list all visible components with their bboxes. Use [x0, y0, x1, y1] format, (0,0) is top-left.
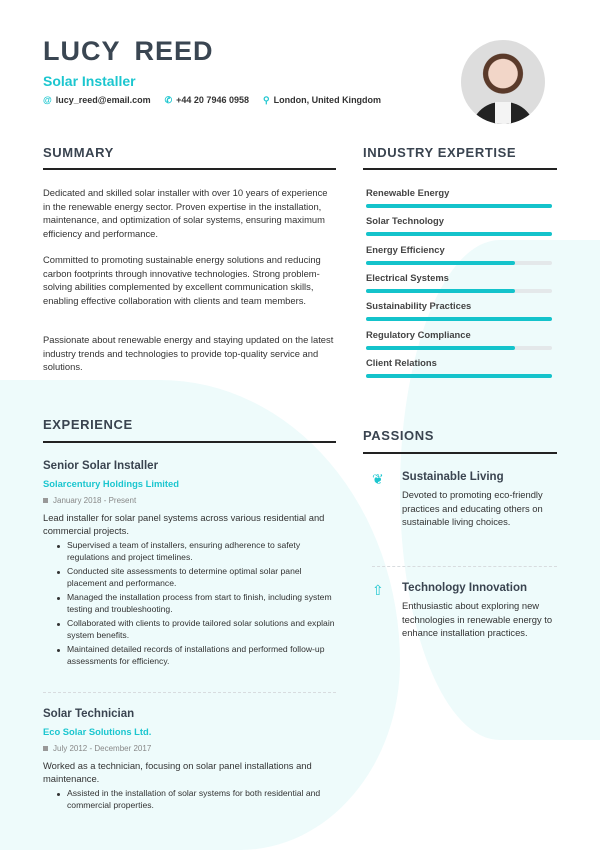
- skill-bar: [366, 317, 552, 321]
- leaf-icon: ❦: [372, 471, 384, 487]
- divider: [372, 566, 557, 567]
- passion-title: Technology Innovation: [402, 582, 528, 594]
- experience-heading: EXPERIENCE: [43, 417, 133, 432]
- skill-bar: [366, 261, 552, 265]
- skill-item: [366, 272, 552, 293]
- skill-bar-fill: [366, 289, 515, 293]
- at-icon: @: [43, 95, 52, 105]
- job-bullets: [57, 540, 338, 667]
- bullet-item: Maintained detailed records of installations and performed follow-up assessments for efficiency.: [57, 644, 338, 667]
- company: Eco Solar Solutions Ltd.: [43, 726, 152, 737]
- skill-bar-fill: [366, 204, 552, 208]
- job-description: Worked as a technician, focusing on solar panel installations and maintenance.: [43, 760, 312, 784]
- passion-title: Sustainable Living: [402, 471, 504, 483]
- skill-label: Energy Efficiency: [366, 243, 445, 255]
- divider: [43, 441, 336, 443]
- calendar-icon: [43, 746, 48, 751]
- skill-bar: [366, 204, 552, 208]
- job-title: Solar Installer: [43, 73, 136, 89]
- profile-photo: [461, 40, 545, 124]
- skill-label: Sustainability Practices: [366, 300, 472, 312]
- job-entry: [43, 460, 338, 667]
- job-entry: [43, 708, 338, 811]
- skill-bar-fill: [366, 232, 552, 236]
- company: Solarcentury Holdings Limited: [43, 478, 179, 489]
- divider: [43, 168, 336, 170]
- job-title: Senior Solar Installer: [43, 460, 159, 472]
- location: ⚲ London, United Kingdom: [262, 95, 382, 105]
- expertise-heading: INDUSTRY EXPERTISE: [363, 145, 517, 160]
- skill-item: [366, 300, 552, 321]
- summary-paragraph: Committed to promoting sustainable energy solutions and reducing carbon footprints through innovative technologies. Strong problem-solving abilities complemented by excellent communication skills, enabling effective collaboration with clients and team members.: [43, 254, 321, 306]
- skill-bar-fill: [366, 261, 515, 265]
- skill-bar: [366, 232, 552, 236]
- skill-item: [366, 244, 552, 265]
- skill-label: Electrical Systems: [366, 271, 449, 283]
- skill-bar: [366, 374, 552, 378]
- job-title: Solar Technician: [43, 708, 135, 720]
- bullet-item: Collaborated with clients to provide tailored solar solutions and explain system benefits.: [57, 618, 338, 641]
- job-bullets: [57, 788, 338, 811]
- skill-label: Solar Technology: [366, 215, 444, 227]
- divider: [363, 168, 557, 170]
- passion-description: Devoted to promoting eco-friendly practices and educating others on sustainable living choices.: [402, 489, 543, 527]
- bullet-item: Assisted in the installation of solar systems for both residential and commercial properties.: [57, 788, 338, 811]
- calendar-icon: [43, 498, 48, 503]
- skill-label: Regulatory Compliance: [366, 328, 471, 340]
- bullet-item: Managed the installation process from start to finish, including system testing and troubleshooting.: [57, 592, 338, 615]
- skill-bar-fill: [366, 374, 552, 378]
- skill-item: [366, 187, 552, 208]
- job-dates: July 2012 - December 2017: [43, 744, 338, 753]
- passion-item: [372, 471, 562, 529]
- bullet-item: Conducted site assessments to determine optimal solar panel placement and performance.: [57, 566, 338, 589]
- summary-paragraph: Dedicated and skilled solar installer with over 10 years of experience in the renewable energy sector. Proven expertise in the installation, maintenance, and optimization of solar systems, ensuring maximum efficiency and performance.: [43, 187, 328, 239]
- skill-label: Client Relations: [366, 356, 437, 368]
- skill-bar: [366, 346, 552, 350]
- job-description: Lead installer for solar panel systems across various residential and commercial projects.: [43, 512, 325, 536]
- job-dates: January 2018 - Present: [43, 496, 338, 505]
- passions-heading: PASSIONS: [363, 428, 435, 443]
- divider: [43, 692, 336, 693]
- phone-icon: ✆: [164, 95, 173, 105]
- skill-label: Renewable Energy: [366, 187, 450, 198]
- divider: [363, 452, 557, 454]
- skill-item: [366, 215, 552, 236]
- bullet-item: Supervised a team of installers, ensuring adherence to safety regulations and project timelines.: [57, 540, 338, 563]
- contact-info: [43, 95, 381, 106]
- summary-paragraph: Passionate about renewable energy and staying updated on the latest industry trends and technologies to provide top-quality service and solutions.: [43, 334, 334, 372]
- skill-bar-fill: [366, 346, 515, 350]
- candidate-name: LUCY REED: [43, 36, 214, 66]
- skill-bar: [366, 289, 552, 293]
- phone: ✆ +44 20 7946 0958: [164, 95, 249, 105]
- rocket-icon: ⇧: [372, 582, 384, 598]
- skill-bar-fill: [366, 317, 552, 321]
- skill-item: [366, 357, 552, 378]
- location-pin-icon: ⚲: [262, 95, 270, 105]
- skill-item: [366, 329, 552, 350]
- summary-heading: SUMMARY: [43, 145, 114, 160]
- email[interactable]: @ lucy_reed@email.com: [43, 95, 151, 105]
- passion-item: [372, 582, 562, 640]
- passion-description: Enthusiastic about exploring new technologies in renewable energy to enhance installation practices.: [402, 600, 553, 638]
